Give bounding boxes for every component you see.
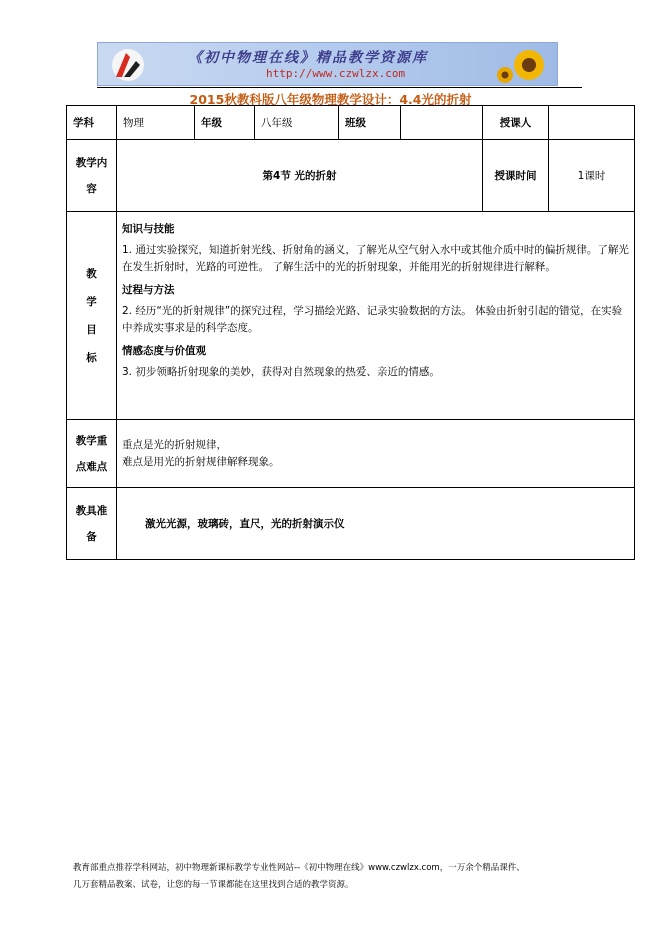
keypoint-focus: 重点是光的折射规律， (122, 438, 227, 451)
table-row (67, 212, 635, 420)
subject-value: 物理 (117, 106, 195, 140)
table-row (67, 106, 635, 140)
objective-heading: 情感态度与价值观 (122, 345, 206, 357)
grade-value: 八年级 (255, 106, 339, 140)
class-label: 班级 (339, 106, 401, 140)
time-value: 1课时 (549, 140, 635, 212)
teacher-value (549, 106, 635, 140)
banner-url: http://www.czwlzx.com (266, 67, 406, 80)
sunflower-icon (493, 45, 553, 85)
keypoint-difficulty: 难点是用光的折射规律解释现象。 (122, 455, 280, 468)
objectives-label-char: 教 (86, 267, 97, 280)
footer (73, 860, 613, 894)
table-row (67, 140, 635, 212)
logo-icon (106, 47, 150, 83)
tools-label-line2: 备 (86, 530, 97, 543)
objectives-label-char: 标 (86, 351, 97, 364)
objectives-label-char: 学 (86, 295, 97, 308)
time-label: 授课时间 (483, 140, 549, 212)
grade-label: 年级 (195, 106, 255, 140)
objective-text: 1. 通过实验探究，知道折射光线、折射角的涵义，了解光从空气射入水中或其他介质中时的偏折规律。了解光在发生折射时，光路的可逆性。 了解生活中的光的折射现象，并能用光的折射规律进行解释。 (122, 244, 629, 273)
header-divider (97, 87, 582, 88)
objectives-label (67, 212, 117, 420)
content-value: 第4节 光的折射 (117, 140, 483, 212)
document-title: 2015秋教科版八年级物理教学设计：4.4光的折射 (189, 92, 472, 107)
header-banner (97, 42, 558, 86)
objective-text: 2. 经历“光的折射规律”的探究过程，学习描绘光路、记录实验数据的方法。 体验由折射引起的错觉，在实验中养成实事求是的科学态度。 (122, 305, 623, 334)
keypoints-label-line1: 教学重 (75, 434, 108, 447)
tools-label (67, 488, 117, 560)
tools-value: 激光光源，玻璃砖，直尺，光的折射演示仪 (117, 488, 635, 560)
objectives-label-char: 目 (86, 323, 97, 336)
content-label-line1: 教学内 (75, 156, 108, 169)
footer-line2: 几万套精品教案、试卷，让您的每一节课都能在这里找到合适的教学资源。 (73, 880, 354, 890)
content-label-line2: 容 (86, 182, 97, 195)
tools-label-line1: 教具准 (75, 504, 108, 517)
objective-heading: 知识与技能 (122, 223, 175, 235)
class-value (401, 106, 483, 140)
keypoints-label (67, 420, 117, 488)
footer-line1: 教育部重点推荐学科网站，初中物理新课标教学专业性网站--《初中物理在线》www.czwlzx.com，一万余个精品课件、 (73, 863, 525, 873)
keypoints-content (117, 420, 635, 488)
objectives-content (117, 212, 635, 420)
table-row (67, 420, 635, 488)
subject-label: 学科 (67, 106, 117, 140)
objective-text: 3. 初步领略折射现象的美妙，获得对自然现象的热爱、亲近的情感。 (122, 366, 440, 378)
banner-title: 《初中物理在线》精品教学资源库 (188, 50, 428, 66)
table-row (67, 488, 635, 560)
objective-heading: 过程与方法 (122, 284, 175, 296)
content-label (67, 140, 117, 212)
teacher-label: 授课人 (483, 106, 549, 140)
lesson-plan-table (66, 105, 635, 560)
keypoints-label-line2: 点难点 (75, 460, 108, 473)
